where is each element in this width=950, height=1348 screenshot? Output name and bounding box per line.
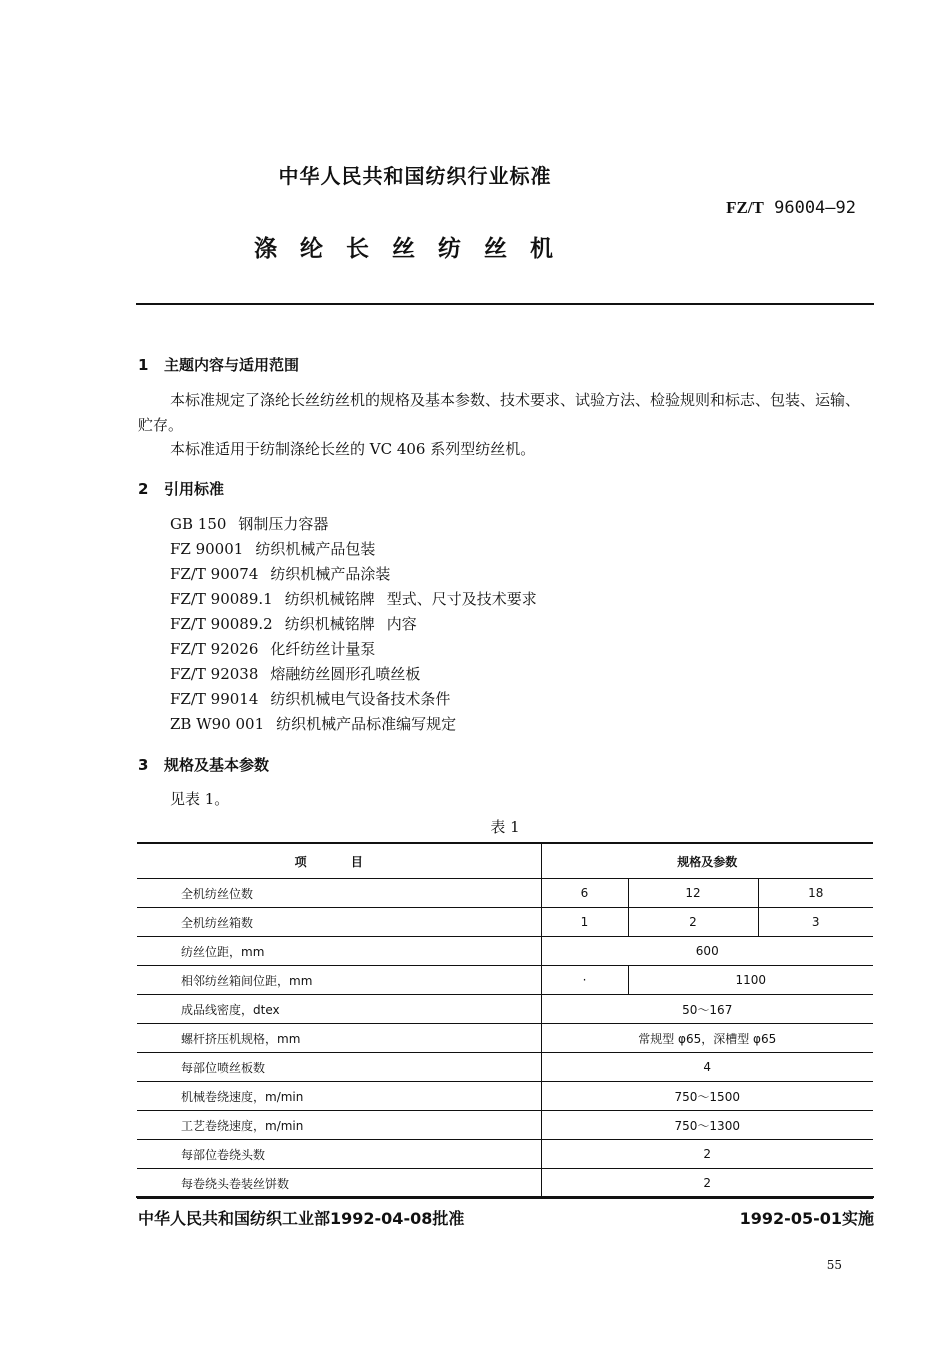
table-row <box>137 1053 873 1082</box>
table-row <box>137 937 873 966</box>
standard-code-number: 96004—92 <box>774 198 856 218</box>
reference-item <box>170 562 537 587</box>
row-label: 纺丝位距，mm <box>137 937 541 966</box>
reference-title: 纺织机械产品涂装 <box>270 565 391 583</box>
reference-code: FZ/T 92026 <box>170 640 259 658</box>
reference-subtitle: 内容 <box>386 615 417 633</box>
reference-code: FZ 90001 <box>170 540 244 558</box>
reference-code: ZB W90 001 <box>170 715 265 733</box>
implementation-date: 1992-05-01实施 <box>739 1209 874 1228</box>
row-value: 18 <box>758 879 873 908</box>
row-value: 600 <box>541 937 873 966</box>
reference-code: GB 150 <box>170 515 227 533</box>
row-label: 相邻纺丝箱间位距，mm <box>137 966 541 995</box>
table-row <box>137 908 873 937</box>
section-2-title: 引用标准 <box>164 480 225 498</box>
section-3-para: 见表 1。 <box>170 790 230 808</box>
reference-item <box>170 512 537 537</box>
row-value: 1100 <box>628 966 873 995</box>
reference-subtitle: 型式、尺寸及技术要求 <box>386 590 537 608</box>
table-row <box>137 995 873 1024</box>
reference-code: FZ/T 99014 <box>170 690 259 708</box>
row-value: 750～1500 <box>541 1082 873 1111</box>
section-1-number: 1 <box>138 356 149 374</box>
section-2-number: 2 <box>138 480 149 498</box>
reference-title: 化纤纺丝计量泵 <box>270 640 376 658</box>
row-value: 常规型 φ65，深槽型 φ65 <box>541 1024 873 1053</box>
page-number: 55 <box>826 1258 842 1272</box>
row-value: 1 <box>541 908 628 937</box>
row-value: 12 <box>628 879 758 908</box>
section-2-heading <box>138 478 224 499</box>
row-label: 每部位卷绕头数 <box>137 1140 541 1169</box>
section-1-title: 主题内容与适用范围 <box>164 356 300 374</box>
issuer-title: 中华人民共和国纺织行业标准 <box>278 164 552 188</box>
header-divider <box>136 303 874 305</box>
reference-item <box>170 637 537 662</box>
table-row <box>137 879 873 908</box>
row-label: 工艺卷绕速度，m/min <box>137 1111 541 1140</box>
section-3-title: 规格及基本参数 <box>164 756 270 774</box>
spec-table <box>137 842 873 1199</box>
reference-item <box>170 662 537 687</box>
section-1-para-2: 本标准适用于纺制涤纶长丝的 VC 406 系列型纺丝机。 <box>170 440 536 458</box>
table-caption: 表 1 <box>490 818 520 836</box>
row-label: 全机纺丝箱数 <box>137 908 541 937</box>
reference-code: FZ/T 92038 <box>170 665 259 683</box>
reference-code: FZ/T 90089.1 <box>170 590 273 608</box>
section-3-number: 3 <box>138 756 149 774</box>
row-label: 全机纺丝位数 <box>137 879 541 908</box>
reference-list <box>170 512 537 737</box>
table-header-row <box>137 843 873 879</box>
table-row <box>137 1082 873 1111</box>
standard-code-prefix: FZ/T <box>726 198 764 217</box>
row-value: 3 <box>758 908 873 937</box>
table-row <box>137 1169 873 1199</box>
reference-title: 纺织机械产品包装 <box>255 540 376 558</box>
reference-title: 钢制压力容器 <box>238 515 329 533</box>
table-head-item: 项 目 <box>137 843 541 879</box>
row-label: 螺杆挤压机规格，mm <box>137 1024 541 1053</box>
reference-item <box>170 712 537 737</box>
row-value: 2 <box>541 1140 873 1169</box>
row-value: 2 <box>628 908 758 937</box>
section-3-heading <box>138 754 269 775</box>
standard-title: 涤纶长丝纺丝机 <box>254 236 576 262</box>
row-label: 每卷绕头卷装丝饼数 <box>137 1169 541 1199</box>
footer-divider <box>136 1196 874 1198</box>
reference-item <box>170 587 537 612</box>
reference-code: FZ/T 90074 <box>170 565 259 583</box>
table-row <box>137 966 873 995</box>
table-head-params: 规格及参数 <box>541 843 873 879</box>
row-value: 6 <box>541 879 628 908</box>
row-value: · <box>541 966 628 995</box>
row-value: 50～167 <box>541 995 873 1024</box>
row-label: 成品线密度，dtex <box>137 995 541 1024</box>
standard-code <box>726 198 856 218</box>
row-value: 4 <box>541 1053 873 1082</box>
table-row <box>137 1111 873 1140</box>
table-row <box>137 1140 873 1169</box>
row-value: 2 <box>541 1169 873 1199</box>
table-row <box>137 1024 873 1053</box>
row-label: 机械卷绕速度，m/min <box>137 1082 541 1111</box>
reference-code: FZ/T 90089.2 <box>170 615 273 633</box>
section-1-para-1: 本标准规定了涤纶长丝纺丝机的规格及基本参数、技术要求、试验方法、检验规则和标志、包装、运输、贮存。 <box>138 391 861 434</box>
reference-title: 纺织机械产品标准编写规定 <box>276 715 457 733</box>
approval-line: 中华人民共和国纺织工业部1992-04-08批准 <box>138 1209 465 1228</box>
reference-item <box>170 537 537 562</box>
reference-title: 纺织机械铭牌 <box>284 615 375 633</box>
reference-title: 熔融纺丝圆形孔喷丝板 <box>270 665 421 683</box>
section-1-heading <box>138 354 299 375</box>
reference-title: 纺织机械电气设备技术条件 <box>270 690 451 708</box>
reference-title: 纺织机械铭牌 <box>284 590 375 608</box>
reference-item <box>170 687 537 712</box>
row-label: 每部位喷丝板数 <box>137 1053 541 1082</box>
reference-item <box>170 612 537 637</box>
row-value: 750～1300 <box>541 1111 873 1140</box>
